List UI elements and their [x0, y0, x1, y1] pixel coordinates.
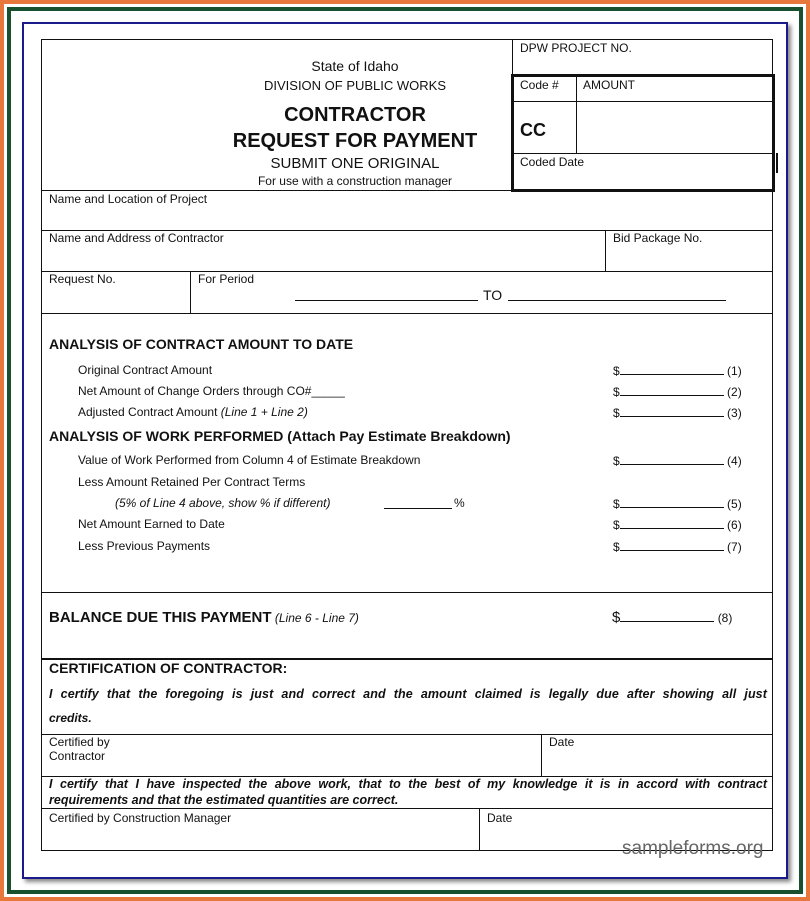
- line-2-label: Net Amount of Change Orders through CO#_____: [78, 384, 345, 398]
- line-7-label: Less Previous Payments: [78, 539, 211, 553]
- amount-label: AMOUNT: [583, 78, 635, 92]
- line-1-label: Original Contract Amount: [78, 363, 213, 377]
- line-5-amount[interactable]: $ (5): [613, 497, 742, 511]
- cm-date-field[interactable]: Date: [487, 811, 513, 825]
- line-6-label: Net Amount Earned to Date: [78, 517, 225, 531]
- cm-cert-text-2: requirements and that the estimated quantities are correct.: [49, 793, 399, 807]
- use-note: For use with a construction manager: [257, 174, 453, 188]
- period-from-field[interactable]: [295, 300, 478, 301]
- division-label: DIVISION OF PUBLIC WORKS: [263, 78, 447, 93]
- percent-sign: %: [454, 496, 465, 510]
- balance-label: BALANCE DUE THIS PAYMENT (Line 6 - Line 7): [49, 609, 359, 626]
- to-label: TO: [483, 287, 503, 303]
- line-4-label: Value of Work Performed from Column 4 of Estimate Breakdown: [78, 453, 421, 467]
- project-field[interactable]: Name and Location of Project: [49, 192, 208, 206]
- certified-by-cm-field[interactable]: Certified by Construction Manager: [49, 811, 232, 825]
- line-3-label: Adjusted Contract Amount (Line 1 + Line 2): [78, 405, 308, 419]
- request-no-field[interactable]: Request No.: [49, 272, 116, 286]
- line-1-amount[interactable]: $ (1): [613, 364, 742, 378]
- form-subtitle: REQUEST FOR PAYMENT: [232, 130, 478, 152]
- coded-date-label: Coded Date: [520, 155, 585, 169]
- contractor-cert-text: I certify that the foregoing is just and correct and the amount claimed is legally due after showing all just: [49, 687, 767, 701]
- state-label: State of Idaho: [311, 58, 399, 74]
- analysis-heading-work: ANALYSIS OF WORK PERFORMED (Attach Pay Estimate Breakdown): [49, 428, 511, 444]
- code-label: Code #: [520, 78, 559, 92]
- watermark: sampleforms.org: [622, 838, 764, 859]
- line-5-label: Less Amount Retained Per Contract Terms: [78, 475, 306, 489]
- line-6-amount[interactable]: $ (6): [613, 518, 742, 532]
- cm-cert-text: I certify that I have inspected the above work, that to the best of my knowledge it is in accord with contract: [49, 777, 767, 791]
- contractor-field[interactable]: Name and Address of Contractor: [49, 231, 224, 245]
- line-3-amount[interactable]: $ (3): [613, 406, 742, 420]
- cc-label: CC: [520, 120, 546, 140]
- certified-by-contractor-field[interactable]: Certified by Contractor: [49, 735, 110, 763]
- line-7-amount[interactable]: $ (7): [613, 540, 742, 554]
- balance-amount[interactable]: $ (8): [612, 609, 733, 626]
- retainage-percent-field[interactable]: [384, 508, 452, 509]
- analysis-heading-contract: ANALYSIS OF CONTRACT AMOUNT TO DATE: [49, 336, 354, 352]
- line-4-amount[interactable]: $ (4): [613, 454, 742, 468]
- contractor-date-field[interactable]: Date: [549, 735, 575, 749]
- line-5-note: (5% of Line 4 above, show % if different): [115, 496, 331, 510]
- bid-package-field[interactable]: Bid Package No.: [613, 231, 703, 245]
- line-2-amount[interactable]: $ (2): [613, 385, 742, 399]
- dpw-project-label: DPW PROJECT NO.: [520, 41, 632, 55]
- certification-heading: CERTIFICATION OF CONTRACTOR:: [49, 660, 288, 676]
- period-label: For Period: [198, 272, 255, 286]
- form-title: CONTRACTOR: [284, 104, 426, 126]
- contractor-cert-text-2: credits.: [49, 711, 92, 725]
- submit-note: SUBMIT ONE ORIGINAL: [270, 155, 440, 172]
- period-to-field[interactable]: [508, 300, 726, 301]
